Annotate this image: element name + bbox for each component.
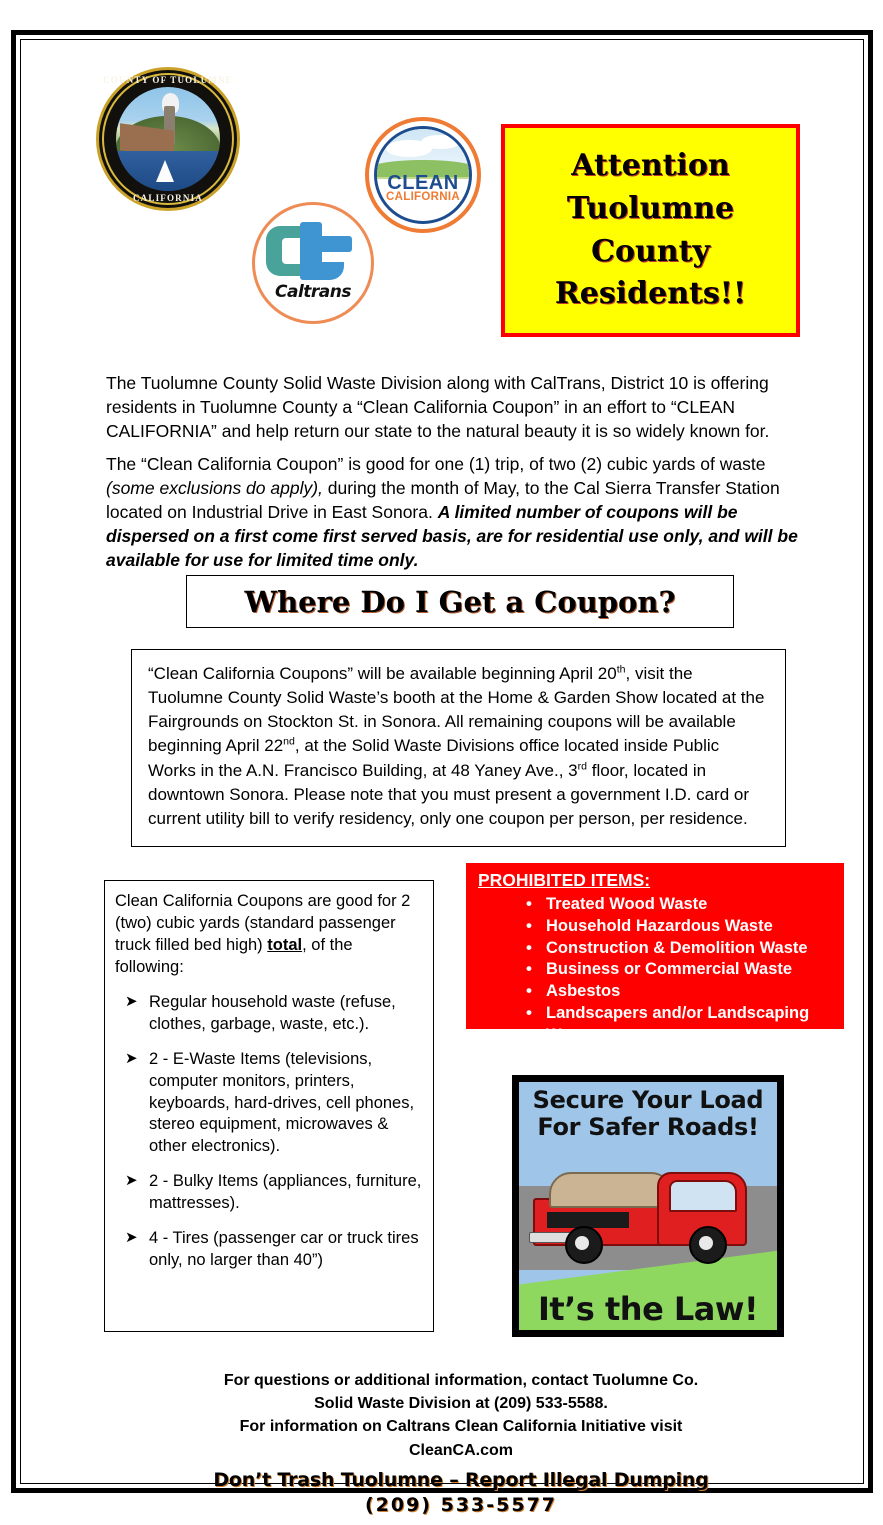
attention-line-2: Tuolumne: [566, 190, 735, 226]
allowed-intro-seg2: , of the following:: [115, 935, 353, 976]
intro-p2-bold-italic: A limited number of coupons will be dispersed on a first come first served basis, are for residential use only, and will be available for use for limited time only.: [106, 501, 798, 570]
county-of-tuolumne-seal-icon: [99, 70, 237, 208]
footer-website[interactable]: CleanCA.com: [408, 1441, 514, 1459]
list-item: [115, 1228, 423, 1272]
attention-banner: [501, 124, 800, 337]
intro-p2-seg2: during the month of May, to the Cal Sierra Transfer Station located on Industrial Drive in East Sonora.: [106, 477, 780, 522]
coupon-availability-box: [131, 649, 786, 847]
attention-banner-text: [555, 145, 746, 315]
list-item-label: Household Hazardous Waste: [546, 916, 773, 935]
list-item-label: Landscapers and/or Landscaping Waste: [546, 1003, 810, 1044]
secure-line-2: For Safer Roads!: [537, 1113, 759, 1141]
secure-your-load-scene: [519, 1082, 777, 1330]
footer-slogan-block: [76, 1469, 846, 1516]
bullet-icon: •: [526, 959, 532, 979]
attention-line-3: County: [591, 233, 710, 269]
list-item: [478, 916, 836, 938]
prohibited-items-title: PROHIBITED ITEMS:: [478, 870, 651, 890]
coupon-seg3: , at the Solid Waste Divisions office located inside Public Works in the A.N. Francisco Building, at 48 Yaney Ave., 3: [148, 736, 720, 780]
secure-line-1: Secure Your Load: [532, 1086, 764, 1114]
truck-front-wheel: [689, 1226, 727, 1264]
footer-slogan-phone: (209) 533-5577: [364, 1494, 558, 1516]
coupon-seg2: , visit the Tuolumne County Solid Waste’s booth at the Home & Garden Show located at the Fairgrounds on Stockton St. in Sonora. All remaining coupons will be available beginning April 22: [148, 664, 765, 756]
secure-line-3: It’s the Law!: [537, 1290, 759, 1328]
cleanca-outer-ring: [365, 117, 481, 233]
list-item-label: Regular household waste (refuse, clothes, garbage, waste, etc.).: [149, 992, 396, 1033]
truck-covered-load: [549, 1172, 673, 1208]
list-item-label: Business or Commercial Waste: [546, 960, 793, 979]
coupon-seg4: floor, located in downtown Sonora. Please note that you must present a government I.D. card or current utility bill to verify residency, only one coupon per person, per residence.: [148, 760, 750, 828]
caltrans-wordmark: Caltrans: [275, 282, 351, 302]
list-item-label: Asbestos: [546, 982, 621, 1001]
secure-your-load-graphic: [512, 1075, 784, 1337]
allowed-intro-seg1: Clean California Coupons are good for 2 (two) cubic yards (standard passenger truck filled bed high): [115, 892, 411, 954]
caltrans-t-foot: [300, 262, 344, 280]
allowed-items-intro: [115, 891, 423, 979]
attention-line-4: Residents!!: [554, 276, 747, 312]
intro-p2-seg1: The “Clean California Coupon” is good for one (1) trip, of two (2) cubic yards of waste: [106, 454, 766, 474]
cleanca-inner-ring: [374, 126, 472, 224]
cleanca-word-clean: CLEAN: [387, 172, 459, 195]
list-item-label: 2 - Bulky Items (appliances, furniture, mattresses).: [149, 1172, 422, 1213]
seal-sailboat: [156, 160, 174, 182]
list-item: [115, 1171, 423, 1215]
list-item: [478, 894, 836, 916]
where-do-i-get-a-coupon-heading-box: [186, 575, 734, 628]
list-item: [478, 938, 836, 960]
footer-contact-line-3: For information on Caltrans Clean California Initiative visit: [239, 1418, 683, 1436]
coupon-seg1: “Clean California Coupons” will be available beginning April 20: [148, 664, 617, 683]
allowed-items-box: [104, 880, 434, 1332]
intro-p2-italic: (some exclusions do apply),: [106, 477, 323, 498]
logo-row: [16, 35, 868, 315]
allowed-items-list: [115, 992, 423, 1272]
list-item: [115, 1049, 423, 1159]
arrow-bullet-icon: ➤: [125, 1229, 138, 1247]
page-section-title: Where Do I Get a Coupon?: [244, 584, 676, 619]
pickup-truck-icon: [533, 1166, 765, 1266]
truck-window: [669, 1180, 737, 1212]
prohibited-items-box: [466, 863, 844, 1044]
coupon-sup-rd: rd: [577, 759, 588, 772]
coupon-availability-text: [148, 662, 769, 831]
caltrans-logo-icon: [252, 202, 374, 324]
list-item-label: Construction & Demolition Waste: [546, 938, 808, 957]
list-item-label: 2 - E-Waste Items (televisions, computer monitors, printers, keyboards, hard-drives, cell phones, stereo equipment, microwaves & other electronics).: [149, 1049, 415, 1156]
intro-paragraph-2: [106, 453, 806, 573]
bullet-icon: •: [526, 937, 532, 957]
seal-top-text: COUNTY OF TUOLUMNE: [103, 75, 233, 85]
seal-scene: [116, 87, 220, 191]
list-item: [478, 1003, 836, 1047]
cleanca-word-california: CALIFORNIA: [386, 190, 460, 203]
arrow-bullet-icon: ➤: [125, 992, 138, 1010]
bullet-icon: •: [526, 915, 532, 935]
list-item: [115, 992, 423, 1036]
truck-rear-wheel: [565, 1226, 603, 1264]
clean-california-logo-icon: [365, 117, 481, 233]
footer-contact-block: [76, 1369, 846, 1462]
list-item: [478, 981, 836, 1003]
arrow-bullet-icon: ➤: [125, 1172, 138, 1190]
bullet-icon: •: [526, 1002, 532, 1022]
list-item-label: Treated Wood Waste: [546, 895, 708, 913]
intro-paragraph-1: The Tuolumne County Solid Waste Division along with CalTrans, District 10 is offering residents in Tuolumne County a “Clean California Coupon” in an effort to “CLEAN CALIFORNIA” and help return our state to the natural beauty it is so widely known for.: [106, 373, 770, 441]
footer-contact-line-1: For questions or additional information, contact Tuolumne Co.: [223, 1372, 699, 1389]
list-item: [478, 959, 836, 981]
flyer-page-border: [11, 30, 873, 1516]
seal-bottom-text: CALIFORNIA: [132, 193, 203, 203]
coupon-sup-th: th: [616, 663, 626, 676]
prohibited-items-list: [478, 894, 836, 1046]
coupon-sup-nd: nd: [283, 735, 295, 748]
attention-line-1: Attention: [571, 148, 730, 184]
arrow-bullet-icon: ➤: [125, 1049, 138, 1067]
footer-contact-line-2: Solid Waste Division at (209) 533-5588.: [314, 1395, 608, 1413]
cleanca-cloud-right: [421, 135, 460, 150]
list-item-label: 4 - Tires (passenger car or truck tires only, no larger than 40”): [149, 1229, 419, 1270]
bullet-icon: •: [526, 894, 532, 913]
bullet-icon: •: [526, 981, 532, 1001]
footer-slogan: Don’t Trash Tuolumne – Report Illegal Dumping: [213, 1469, 709, 1491]
allowed-intro-total: total: [267, 935, 303, 954]
caltrans-ct-mark: [266, 222, 360, 280]
